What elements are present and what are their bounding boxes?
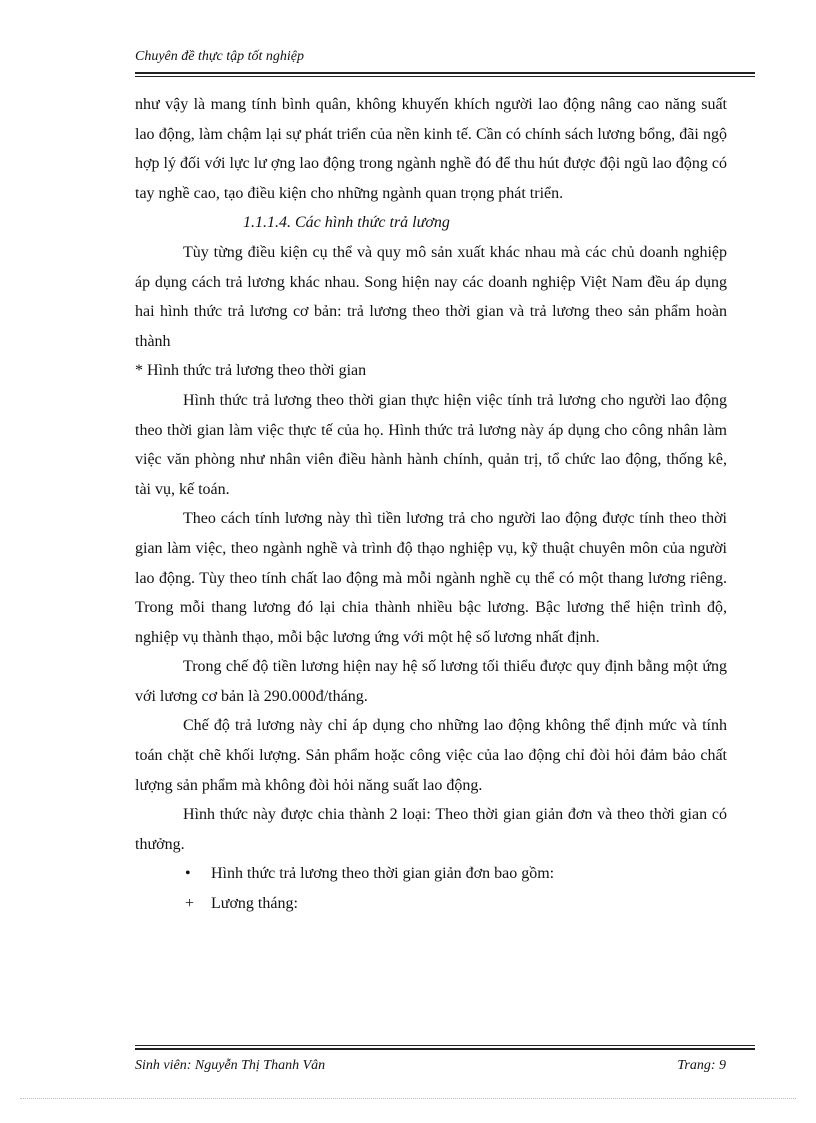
bullet-dot: • [185,865,191,883]
footer-page-number: Trang: 9 [677,1058,726,1073]
document-body [135,90,727,919]
paragraph: Trong chế độ tiền lương hiện nay hệ số lương tối thiểu được quy định bằng một ứng với lương cơ bản là 290.000đ/tháng. [135,658,727,705]
bullet-text: Hình thức trả lương theo thời gian giản đơn bao gồm: [211,865,555,883]
header-title: Chuyên đề thực tập tốt nghiệp [135,49,304,64]
footer-rule-thick [135,1048,755,1050]
bullet-item [135,889,727,919]
header-rule-thin [135,76,755,77]
paragraph: Hình thức này được chia thành 2 loại: Theo thời gian giản đơn và theo thời gian có thưởng. [135,806,727,853]
bullet-text: Lương tháng: [211,895,298,913]
paragraph: Chế độ trả lương này chỉ áp dụng cho những lao động không thể định mức và tính toán chặt chẽ khối lượng. Sản phẩm hoặc công việc của lao động chỉ đòi hỏi đảm bảo chất lượng sản phẩm mà không đòi hỏi năng suất lao động. [135,717,727,794]
section-heading: 1.1.1.4. Các hình thức trả lương [243,214,450,232]
paragraph: Tùy từng điều kiện cụ thể và quy mô sản xuất khác nhau mà các chủ doanh nghiệp áp dụng cách trả lương khác nhau. Song hiện nay các doanh nghiệp Việt Nam đều áp dụng hai hình thức trả lương cơ bản: trả lương theo thời gian và trả lương theo sản phẩm hoàn thành [135,243,727,350]
paragraph: Theo cách tính lương này thì tiền lương trả cho người lao động được tính theo thời gian làm việc, theo ngành nghề và trình độ thạo nghiệp vụ, kỹ thuật chuyên môn của người lao động. Tùy theo tính chất lao động mà mỗi ngành nghề cụ thể có một thang lương riêng. Trong mỗi thang lương đó lại chia thành nhiều bậc lương. Bậc lương thể hiện trình độ, nghiệp vụ thành thạo, mỗi bậc lương ứng với một hệ số lương nhất định. [135,510,727,646]
bullet-plus: + [185,895,195,913]
bullet-item [135,859,727,889]
header-rule-thick [135,72,755,74]
page-bottom-border [20,1098,796,1099]
footer-student-name: Sinh viên: Nguyễn Thị Thanh Vân [135,1058,326,1073]
paragraph-continuation: như vậy là mang tính bình quân, không khuyến khích người lao động nâng cao năng suất lao động, làm chậm lại sự phát triển của nền kinh tế. Cần có chính sách lương bổng, đãi ngộ hợp lý đối với lực lư ợng lao động trong ngành nghề đó để thu hút được đội ngũ lao động có tay nghề cao, tạo điều kiện cho những ngành quan trọng phát triển. [135,96,727,202]
subheading: * Hình thức trả lương theo thời gian [135,362,367,380]
footer-rule-thin [135,1045,755,1046]
paragraph: Hình thức trả lương theo thời gian thực hiện việc tính trả lương cho người lao động theo thời gian làm việc thực tế của họ. Hình thức trả lương này áp dụng cho công nhân làm việc văn phòng như nhân viên điều hành hành chính, quản trị, tổ chức lao động, thống kê, tài vụ, kế toán. [135,391,727,498]
